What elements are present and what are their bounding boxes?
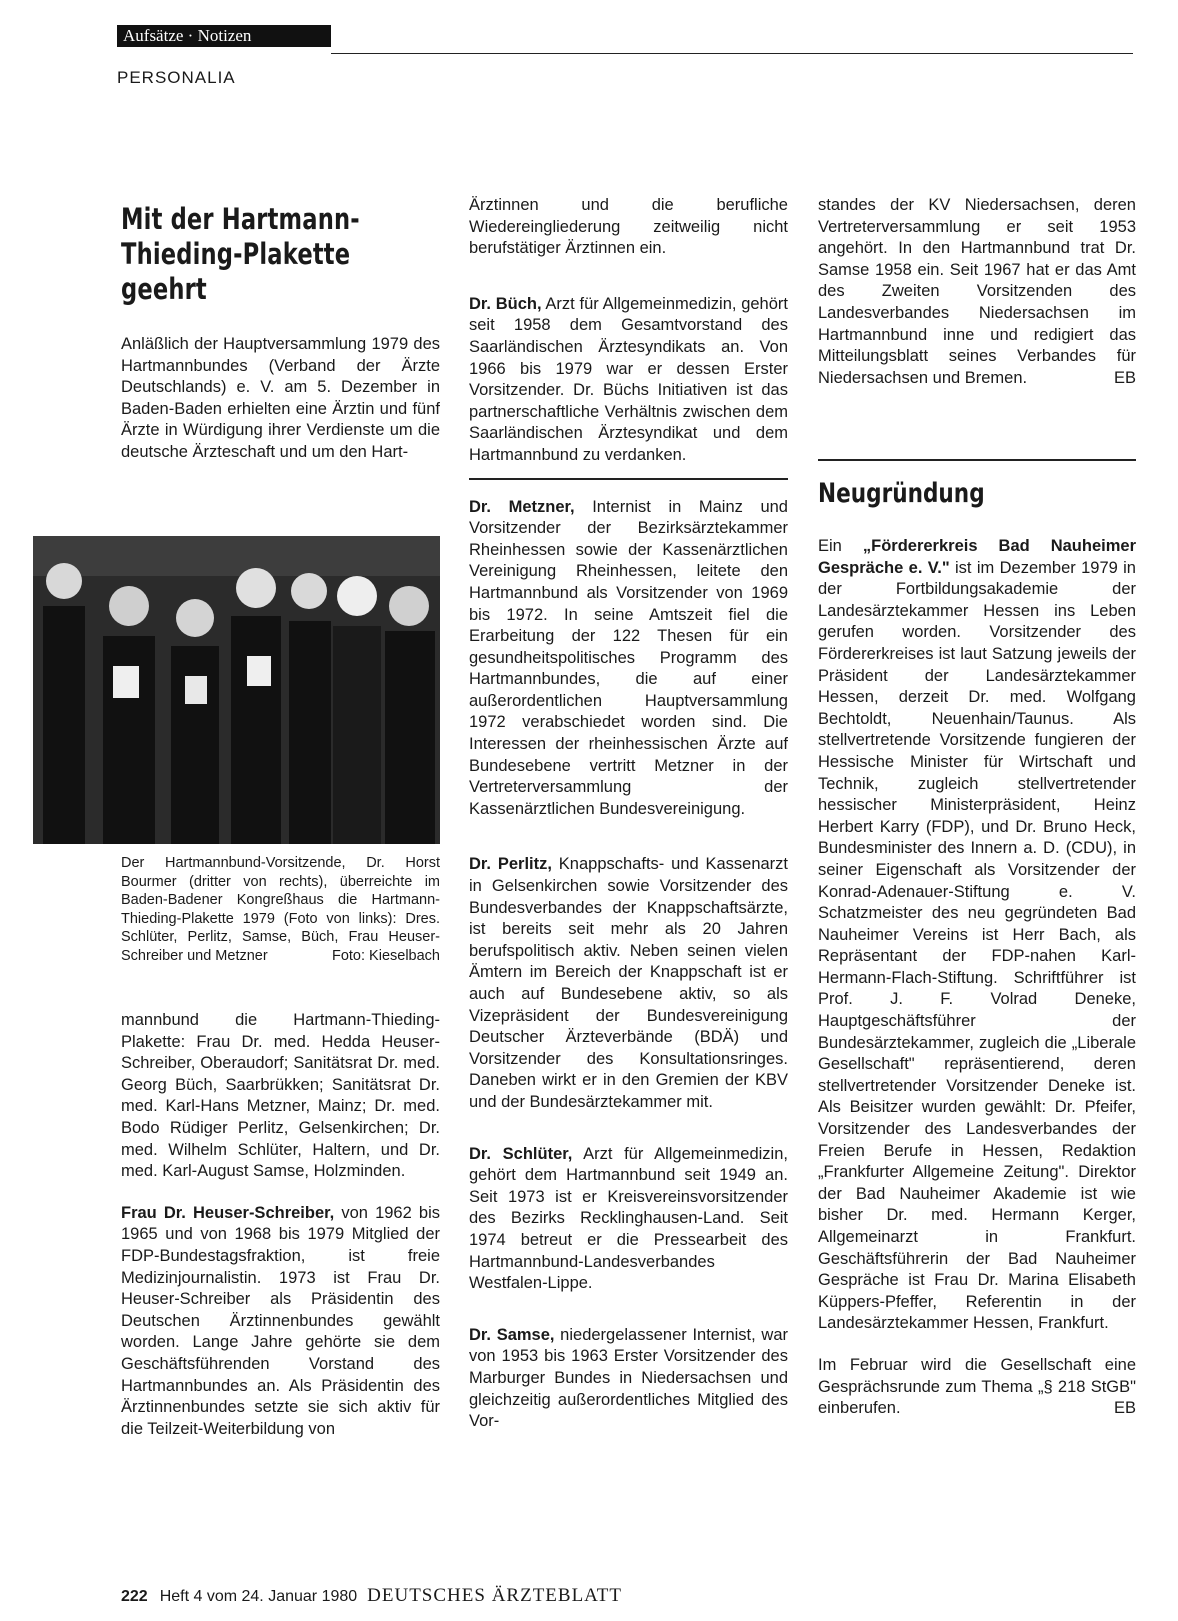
- section-name: PERSONALIA: [117, 68, 236, 87]
- column-3-rule: [818, 459, 1136, 461]
- metzner-paragraph: [469, 497, 788, 821]
- metzner-text: Internist in Mainz und Vorsitzender der Bezirksärztekammer Rheinhessen sowie der Kassenärztlichen Vereinigung Rheinhessen, leitete den Hartmannbund als Vorsitzender von 1969 bis 1972. In seine Amtszeit fiel die Erarbeitung der 122 Thesen für ein gesundheitspolitisches Programm des Hartmannbundes, die auf einer außerordentlichen Hauptversammlung 1972 verabschiedet worden sind. Die Interessen der rheinhessischen Ärzte auf Bundesebene vertritt Metzner in der Vertreterversammlung der Kassenärztlichen Bundesvereinigung.: [469, 497, 788, 818]
- col3-lead-text: standes der KV Niedersachsen, deren Vertreterversammlung er seit 1953 angehört. In den Hartmannbund trat Dr. Samse 1958 ein. Seit 1967 hat er das Amt des Zweiten Vorsitzenden des Landesverbandes Niedersachsen im Hartmannbund inne und redigiert das Mitteilungsblatt seines Verbandes für Niedersachsen und Bremen.: [818, 196, 1136, 387]
- column-2: [469, 195, 788, 1453]
- journal-name: DEUTSCHES ÄRZTEBLATT: [367, 1585, 623, 1606]
- column-1-intro: [121, 334, 440, 484]
- neugruendung-closing: Im Februar wird die Gesellschaft eine Gesprächsrunde zum Thema „§ 218 StGB" einberufen.: [818, 1355, 1136, 1418]
- column-3: [818, 195, 1136, 409]
- issue-info: Heft 4 vom 24. Januar 1980: [159, 1588, 358, 1605]
- perlitz-text: Knappschafts- und Kassenarzt in Gelsenkirchen sowie Vorsitzender des Bundesverbandes der Knappschaftsärzte, ist bereits seit mehr als 20 Jahren berufspolitisch aktiv. Neben seinen vielen Ämtern im Bereich der Knappschaft ist er auch auf Bundesebene aktiv, so als Vizepräsident der Bundesvereinigung Deutscher Ärzteverbände (BDÄ) und Vorsitzender des Konsultationsringes. Daneben wirkt er in den Gremien der KBV und der Bundesärztekammer mit.: [469, 855, 789, 1111]
- neugruendung-body: [818, 536, 1136, 1440]
- samse-paragraph: [469, 1325, 788, 1433]
- neugruendung-title: Neugründung: [818, 478, 985, 509]
- heuser-text: von 1962 bis 1965 und von 1968 bis 1979 Mitglied der FDP-Bundestagsfraktion, ist freie Medizinjournalistin. 1973 ist Frau Dr. Heuser-Schreiber als Präsidentin des Deutschen Ärztinnenbundes gewählt worden. Lange Jahre gehörte sie dem Geschäftsführenden Vorstand des Hartmannbundes an. Als Präsidentin des Ärztinnenbundes setzte sie sich aktiv für die Teilzeit-Weiterbildung von: [121, 1203, 440, 1438]
- heuser-paragraph: [121, 1203, 440, 1441]
- perlitz-name: Dr. Perlitz,: [469, 855, 552, 874]
- continuation-paragraph: mannbund die Hartmann-Thieding-Plakette: Frau Dr. med. Hedda Heuser-Schreiber, Oberaudorf; Sanitätsrat Dr. med. Georg Büch, Saarbrükken; Sanitätsrat Dr. med. Karl-Hans Metzner, Mainz; Dr. med. Bodo Rüdiger Perlitz, Gelsenkirchen; Dr. med. Wilhelm Schlüter, Haltern, und Dr. med. Karl-August Samse, Holzminden.: [121, 1011, 440, 1181]
- col3-lead-paragraph: [818, 195, 1136, 389]
- article-signature: EB: [1113, 368, 1136, 387]
- buech-text: Arzt für Allgemeinmedizin, gehört seit 1958 dem Gesamtvorstand des Saarländischen Ärztesyndikats an. Von 1966 bis 1979 war er dessen Erster Vorsitzender. Dr. Büchs Initiativen ist das partnerschaftliche Verhältnis zwischen dem Saarländischen Ärztesyndikat und dem Hartmannbund zu verdanken.: [469, 294, 788, 464]
- neugruendung-signature: EB: [1113, 1399, 1136, 1418]
- schlueter-paragraph: [469, 1144, 788, 1295]
- column-1-continued: [121, 1010, 440, 1460]
- page-footer: [121, 1585, 622, 1607]
- article-title: Mit der Hartmann-Thieding-Plakette geehrt: [121, 202, 360, 306]
- intro-paragraph: Anläßlich der Hauptversammlung 1979 des Hartmannbundes (Verband der Ärzte Deutschlands) e. V. am 5. Dezember in Baden-Baden erhielten eine Ärztin und fünf Ärzte in Würdigung ihrer Verdienste um die deutsche Ärzteschaft und um den Hart-: [121, 335, 440, 461]
- neugruendung-org: „Fördererkreis Bad Nauheimer Gespräche e. V.": [818, 537, 1136, 577]
- page-number: 222: [121, 1588, 148, 1605]
- samse-text: niedergelassener Internist, war von 1953 bis 1963 Erster Vorsitzender des Marburger Bundes in Niedersachsen und gleichzeitig außerordentliches Mitglied des Vor-: [469, 1325, 788, 1431]
- schlueter-text: Arzt für Allgemeinmedizin, gehört dem Hartmannbund seit 1949 an. Seit 1973 ist er Kreisvereinsvorsitzender des Bezirks Recklinghausen-Land. Seit 1974 betreut er die Pressearbeit des Hartmannbund-Landesverbandes Westfalen-Lippe.: [469, 1144, 788, 1293]
- photo-credit: Foto: Kieselbach: [331, 947, 440, 964]
- metzner-name: Dr. Metzner,: [469, 497, 575, 516]
- section-tab: Aufsätze · Notizen: [117, 25, 331, 47]
- schlueter-name: Dr. Schlüter,: [469, 1144, 573, 1163]
- samse-name: Dr. Samse,: [469, 1325, 555, 1344]
- neugruendung-paragraph: [818, 536, 1136, 1335]
- buech-name: Dr. Büch,: [469, 294, 542, 313]
- top-rule: [331, 53, 1133, 54]
- col2-lead-paragraph: Ärztinnen und die berufliche Wiedereingliederung zeitweilig nicht berufstätiger Ärztinnen ein.: [469, 196, 788, 258]
- photo-caption: [121, 854, 440, 965]
- caption-text: Der Hartmannbund-Vorsitzende, Dr. Horst Bourmer (dritter von rechts), überreichte im Baden-Badener Kongreßhaus die Hartmann-Thieding-Plakette 1979 (Foto von links): Dres. Schlüter, Perlitz, Samse, Büch, Frau Heuser-Schreiber und Metzner: [121, 855, 440, 964]
- perlitz-paragraph: [469, 854, 788, 1113]
- column-2-rule: [469, 478, 788, 480]
- neugruendung-text: ist im Dezember 1979 in der Fortbildungsakademie der Landesärztekammer Hessen ins Leben gerufen worden. Vorsitzender des Fördererkreises ist laut Satzung jeweils der Präsident der Landesärztekammer Hessen, derzeit Dr. med. Wolfgang Bechtoldt, Neuenhain/Taunus. Als stellvertretende Vorsitzende fungieren der Hessische Minister für Wirtschaft und Technik, zugleich stellvertretender hessischer Ministerpräsident, Heinz Herbert Karry (FDP), und Dr. Bruno Heck, Bundesminister des Innern a. D. (CDU), in seiner Eigenschaft als Vorsitzender der Konrad-Adenauer-Stiftung e. V. Schatzmeister des neu gegründeten Bad Nauheimer Vereins ist Herr Bach, als Repräsentant der FDP-nahen Karl-Hermann-Flach-Stiftung. Schriftführer ist Prof. J. F. Volrad Deneke, Hauptgeschäftsführer der Bundesärztekammer, zugleich die „Liberale Gesellschaft" repräsentierend, deren stellvertretender Vorsitzender Deneke ist. Als Beisitzer wurden gewählt: Dr. Pfeifer, Vorsitzender des Landesverbandes der Freien Berufe in Hessen, Redaktion „Frankfurter Allgemeine Zeitung". Direktor der Bad Nauheimer Akademie ist wie bisher Dr. med. Hermann Kerger, Allgemeinarzt in Frankfurt. Geschäftsführerin der Bad Nauheimer Gespräche ist Frau Dr. Marina Elisabeth Küppers-Pfeffer, Referentin in der Landesärztekammer Hessen, Frankfurt.: [818, 558, 1136, 1333]
- buech-paragraph: [469, 294, 788, 467]
- neugruendung-closing-paragraph: [818, 1355, 1136, 1420]
- neugruendung-lead: Ein: [818, 537, 842, 555]
- heuser-name: Frau Dr. Heuser-Schreiber,: [121, 1203, 335, 1222]
- award-photo: [33, 536, 440, 844]
